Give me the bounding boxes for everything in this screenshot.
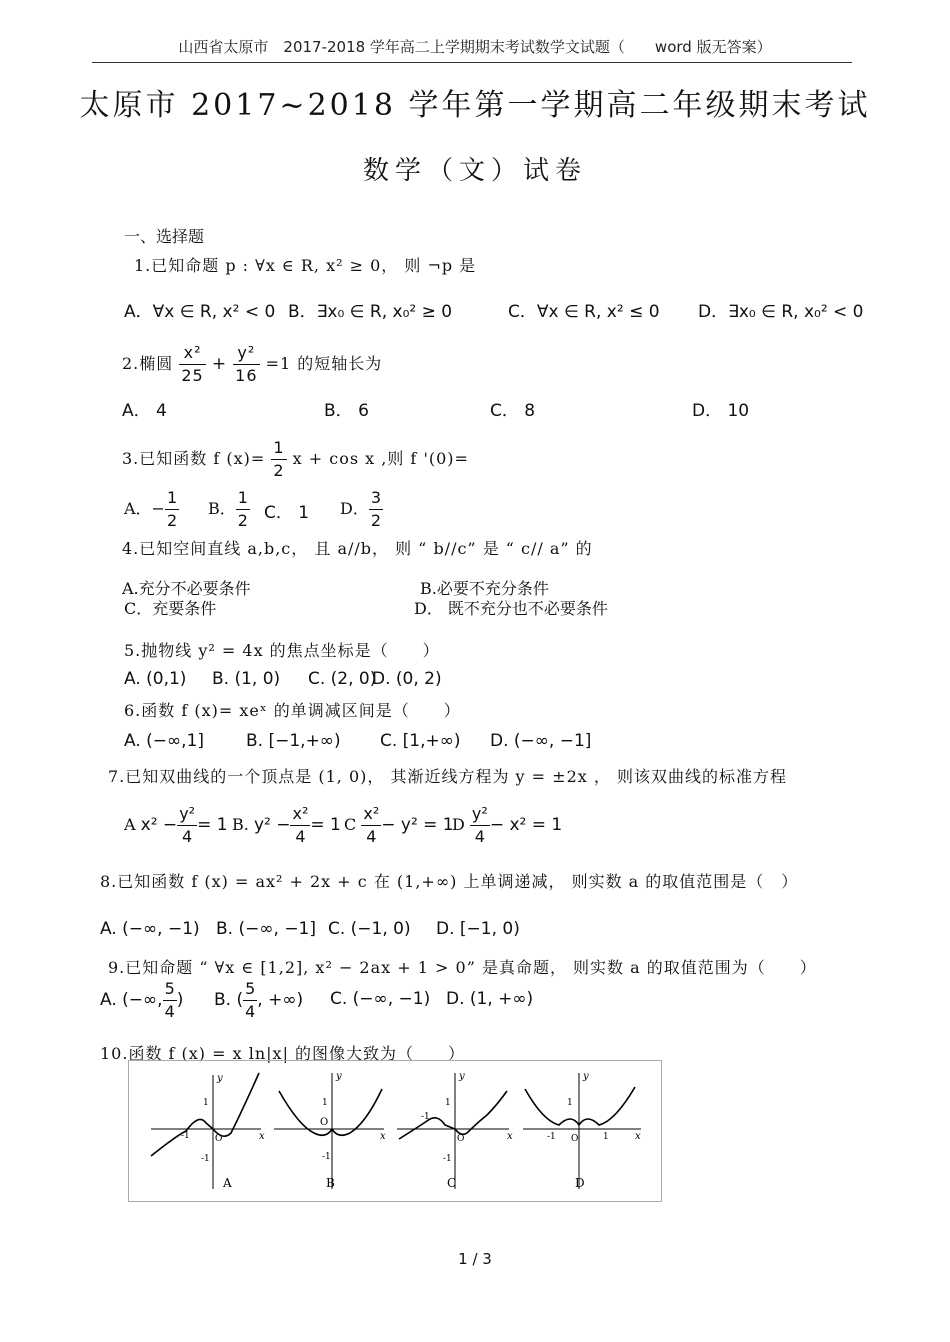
question-4-option-d: D． 既不充分也不必要条件 xyxy=(414,599,608,618)
question-3-option-a: A．− $\frac{1}{2}$ xyxy=(124,488,178,530)
question-5-option-b: B. (1, 0) xyxy=(212,669,281,689)
question-7-option-a: A x² − $\frac{\text{y²}}{4}$ = 1 xyxy=(124,804,228,846)
question-2-plus: + xyxy=(211,354,228,374)
exam-title: 太原市 2017~2018 学年第一学期高二年级期末考试 xyxy=(79,88,871,123)
question-1-option-a: A．∀x ∈ R, x² < 0 xyxy=(124,302,276,322)
question-2-option-a: A． 4 xyxy=(122,401,167,421)
question-5-option-a: A. (0,1) xyxy=(124,669,187,689)
question-3-option-c: C． 1 xyxy=(264,503,310,523)
question-5-stem: 5.抛物线 y² = 4x 的焦点坐标是（ ） xyxy=(124,641,440,660)
graph-b-origin: O xyxy=(320,1117,329,1128)
graph-a-label: A xyxy=(223,1176,232,1190)
graph-d-tick-1: 1 xyxy=(567,1098,573,1108)
question-4-option-a: A.充分不必要条件 xyxy=(122,579,251,598)
question-8-option-b: B. (−∞, −1] xyxy=(216,919,317,939)
graph-b xyxy=(274,1071,386,1190)
question-7-option-c: C $\frac{\text{x²}}{4}$ − y² = 1 xyxy=(344,804,454,846)
question-1-option-c: C．∀x ∈ R, x² ≤ 0 xyxy=(508,302,660,322)
question-2-option-d: D． 10 xyxy=(692,401,750,421)
question-2-fraction-1: $\frac{\text{x²}}{25}$ xyxy=(181,343,204,385)
question-8-stem: 8.已知函数 f (x) = ax² + 2x + c 在 (1,+∞) 上单调递减， 则实数 a 的取值范围是（ ） xyxy=(100,872,799,891)
graph-a-tick-1: 1 xyxy=(203,1098,209,1108)
graph-a-tick-minus-1: -1 xyxy=(181,1131,190,1141)
graph-c-y-label: y xyxy=(459,1071,465,1082)
question-8-option-a: A. (−∞, −1) xyxy=(100,919,200,939)
question-6-option-b: B. [−1,+∞) xyxy=(246,731,341,751)
question-9-option-c: C. (−∞, −1) xyxy=(330,989,431,1009)
question-6-option-a: A. (−∞,1] xyxy=(124,731,205,751)
graph-b-x-label: x xyxy=(380,1131,386,1142)
question-9-option-a: A. (−∞, $\frac{5}{4}$ ) xyxy=(100,979,184,1021)
question-3-option-d: D． $\frac{3}{2}$ xyxy=(340,488,382,530)
question-4-stem: 4.已知空间直线 a,b,c， 且 a//b， 则 “ b//c” 是 “ c// a” 的 xyxy=(122,539,593,558)
question-8-option-c: C. (−1, 0) xyxy=(328,919,411,939)
question-10-stem: 10.函数 f (x) = x ln|x| 的图像大致为（ ） xyxy=(100,1044,466,1063)
page-header: 山西省太原市 2017-2018 学年高二上学期期末考试数学文试题（ word 版无答案） xyxy=(178,38,772,56)
graph-d-tick-neg-1: -1 xyxy=(547,1132,556,1142)
question-4-option-b: B.必要不充分条件 xyxy=(420,579,549,598)
question-9-stem: 9.已知命题 “ ∀x ∈ [1,2], x² − 2ax + 1 > 0” 是真命题， 则实数 a 的取值范围为（ ） xyxy=(108,958,817,977)
question-6-option-c: C. [1,+∞) xyxy=(380,731,461,751)
question-3-pre: 3.已知函数 f (x)= xyxy=(122,449,266,468)
question-10-graphs xyxy=(129,1061,661,1201)
question-9-option-b: B. ( $\frac{5}{4}$ , +∞) xyxy=(214,979,304,1021)
question-5-option-c: C. (2, 0) xyxy=(308,669,377,689)
question-2-fraction-2: $\frac{\text{y²}}{16}$ xyxy=(235,343,258,385)
graph-c-origin: O xyxy=(457,1134,465,1144)
question-4-option-c: C．充要条件 xyxy=(124,599,217,618)
question-3-fraction: $\frac{1}{2}$ xyxy=(273,438,285,480)
section-heading: 一、选择题 xyxy=(124,227,205,246)
header-rule xyxy=(92,62,852,63)
graph-d-x-label: x xyxy=(635,1131,641,1142)
question-3-stem xyxy=(122,437,469,482)
graph-b-y-label: y xyxy=(336,1071,342,1082)
question-8-option-d: D. [−1, 0) xyxy=(436,919,520,939)
graph-b-label: B xyxy=(326,1176,335,1190)
graph-c-tick-neg-1: -1 xyxy=(443,1154,452,1164)
graph-a-tick-neg-1: -1 xyxy=(201,1154,210,1164)
question-3-post: x + cos x ,则 f '(0)= xyxy=(292,449,469,468)
question-2-post: =1 的短轴长为 xyxy=(265,354,383,373)
page-number: 1 / 3 xyxy=(458,1250,492,1268)
graph-c-label: C xyxy=(447,1176,457,1190)
graph-d-tick-pos-1: 1 xyxy=(603,1132,609,1142)
graph-d-y-label: y xyxy=(583,1071,589,1082)
graph-b-tick-1: 1 xyxy=(322,1098,328,1108)
graph-d-origin: O xyxy=(571,1134,579,1144)
graph-d xyxy=(523,1071,641,1190)
question-2-option-c: C． 8 xyxy=(490,401,536,421)
question-9-option-d: D. (1, +∞) xyxy=(446,989,534,1009)
graph-a xyxy=(151,1073,265,1190)
question-6-stem: 6.函数 f (x)= xeˣ 的单调减区间是（ ） xyxy=(124,701,461,720)
graph-c-tick-minus-1: -1 xyxy=(421,1112,430,1122)
question-3-option-b: B． $\frac{1}{2}$ xyxy=(208,488,248,530)
exam-subtitle: 数学（文）试卷 xyxy=(362,156,587,186)
question-7-stem: 7.已知双曲线的一个顶点是 (1, 0)， 其渐近线方程为 y = ±2x ， 则该双曲线的标准方程 xyxy=(108,767,787,786)
question-1-option-b: B．∃x₀ ∈ R, x₀² ≥ 0 xyxy=(288,302,453,322)
graph-c xyxy=(397,1071,513,1190)
question-1-stem: 1.已知命题 p : ∀x ∈ R, x² ≥ 0， 则 ¬p 是 xyxy=(134,256,477,275)
graph-c-tick-1: 1 xyxy=(445,1098,451,1108)
question-7-option-d: D $\frac{\text{y²}}{4}$ − x² = 1 xyxy=(452,804,563,846)
question-7-option-b: B. y² − $\frac{\text{x²}}{4}$ = 1 xyxy=(232,804,341,846)
question-6-option-d: D. (−∞, −1] xyxy=(490,731,592,751)
question-2-pre: 2.椭圆 xyxy=(122,354,174,373)
graph-d-label: D xyxy=(575,1176,585,1190)
question-5-option-d: D. (0, 2) xyxy=(372,669,442,689)
graph-c-x-label: x xyxy=(507,1131,513,1142)
graph-b-tick-minus-1: -1 xyxy=(322,1152,331,1162)
question-2-option-b: B． 6 xyxy=(324,401,369,421)
graph-a-y-label: y xyxy=(217,1073,223,1084)
graph-a-x-label: x xyxy=(259,1131,265,1142)
question-10-graph-panel xyxy=(128,1060,662,1202)
question-1-option-d: D．∃x₀ ∈ R, x₀² < 0 xyxy=(698,302,864,322)
graph-a-origin: O xyxy=(215,1134,223,1144)
question-2-stem xyxy=(122,342,382,387)
